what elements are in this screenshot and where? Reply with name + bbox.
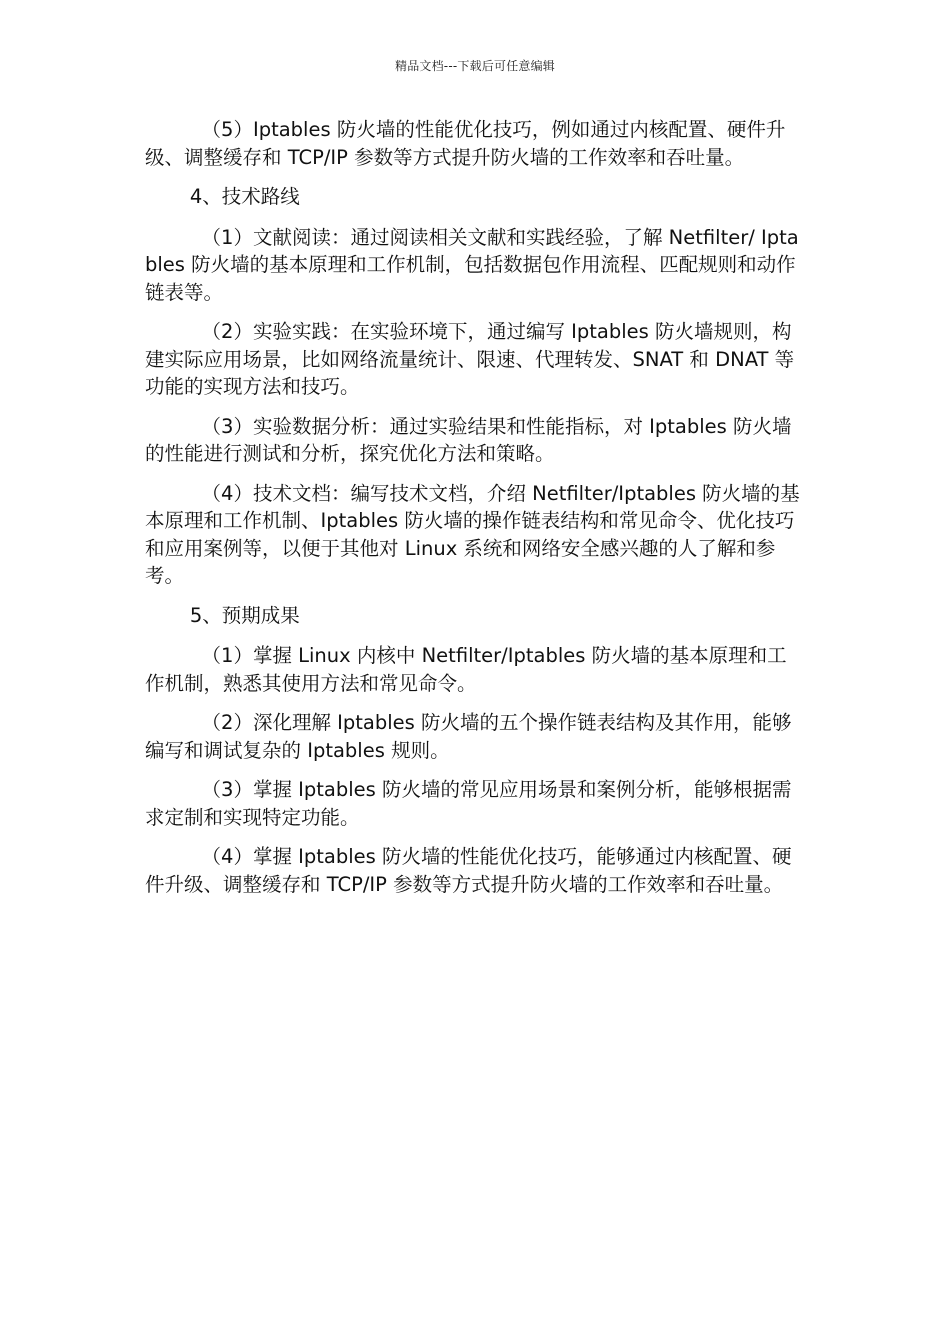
document-body [145,116,805,910]
section-heading-expected-results: 5、预期成果 [189,603,300,627]
paragraph-optimization-5: （5）Iptables 防火墙的性能优化技巧，例如通过内核配置、硬件升级、调整缓存和 TCP/IP 参数等方式提升防火墙的工作效率和吞吐量。 [145,118,786,169]
paragraph-result-2: （2）深化理解 Iptables 防火墙的五个操作链表结构及其作用，能够编写和调试复杂的 Iptables 规则。 [145,711,792,762]
paragraph-route-1: （1）文献阅读：通过阅读相关文献和实践经验，了解 Netfilter/ Iptables 防火墙的基本原理和工作机制，包括数据包作用流程、匹配规则和动作链表等。 [145,225,799,304]
paragraph-route-4: （4）技术文档：编写技术文档，介绍 Netfilter/Iptables 防火墙的基本原理和工作机制、Iptables 防火墙的操作链表结构和常见命令、优化技巧和应用案例等，以便于其他对 Linux 系统和网络安全感兴趣的人了解和参考。 [145,481,800,587]
page-header: 精品文档---下载后可任意编辑 [395,59,555,73]
paragraph-result-1: （1）掌握 Linux 内核中 Netfilter/Iptables 防火墙的基本原理和工作机制，熟悉其使用方法和常见命令。 [145,644,787,695]
paragraph-route-2: （2）实验实践：在实验环境下，通过编写 Iptables 防火墙规则，构建实际应用场景，比如网络流量统计、限速、代理转发、SNAT 和 DNAT 等功能的实现方法和技巧。 [145,320,795,398]
section-heading-technical-route: 4、技术路线 [189,185,300,208]
paragraph-result-4: （4）掌握 Iptables 防火墙的性能优化技巧，能够通过内核配置、硬件升级、调整缓存和 TCP/IP 参数等方式提升防火墙的工作效率和吞吐量。 [145,845,792,896]
paragraph-result-3: （3）掌握 Iptables 防火墙的常见应用场景和案例分析，能够根据需求定制和实现特定功能。 [145,778,792,829]
paragraph-route-3: （3）实验数据分析：通过实验结果和性能指标，对 Iptables 防火墙的性能进行测试和分析，探究优化方法和策略。 [145,414,792,465]
